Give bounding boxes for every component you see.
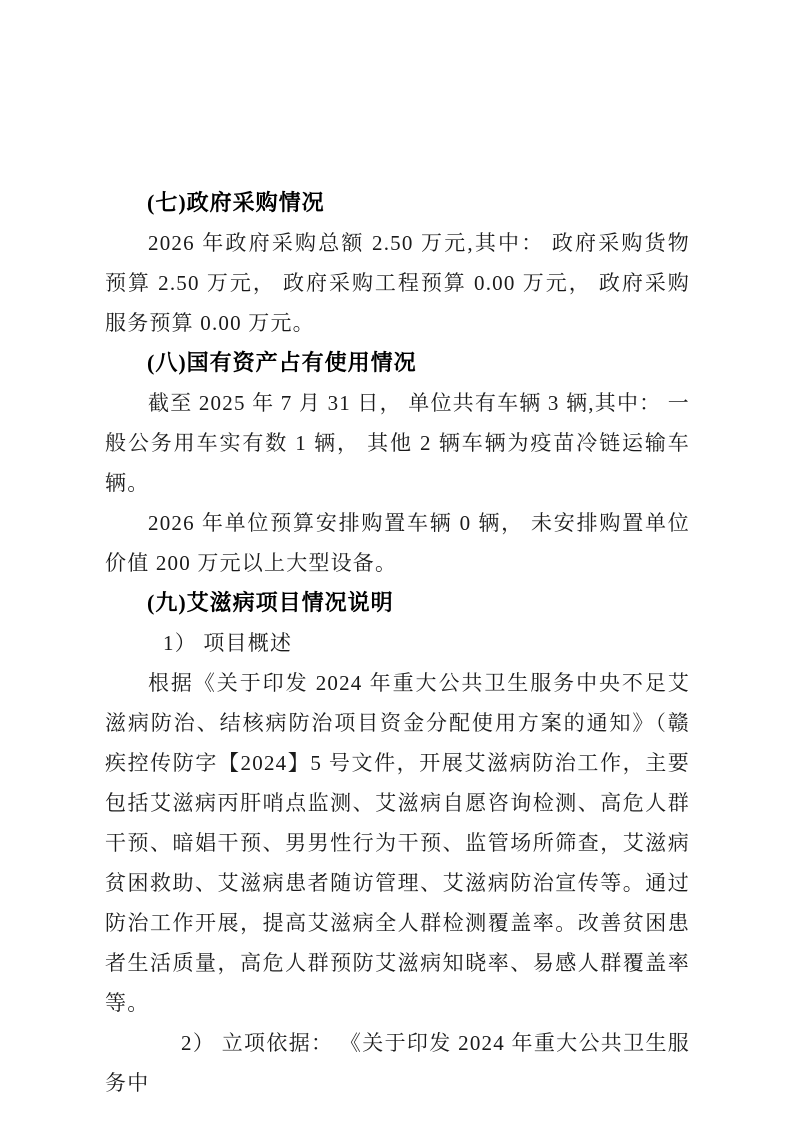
subitem-project-basis-line: 2） 立项依据： 《关于印发 2024 年重大公共卫生服务中 xyxy=(105,1031,690,1095)
paragraph-procurement-totals: 2026 年政府采购总额 2.50 万元,其中： 政府采购货物预算 2.50 万元， 政府采购工程预算 0.00 万元， 政府采购服务预算 0.00 万元。 xyxy=(105,231,690,335)
section-heading-state-owned-assets: (八)国有资产占有使用情况 xyxy=(147,350,417,375)
section-state-owned-assets xyxy=(105,343,690,583)
section-heading-government-procurement: (七)政府采购情况 xyxy=(147,190,325,215)
paragraph-vehicle-holdings: 截至 2025 年 7 月 31 日， 单位共有车辆 3 辆,其中： 一般公务用车实有数 1 辆， 其他 2 辆车辆为疫苗冷链运输车辆。 xyxy=(105,391,690,495)
paragraph-project-overview: 根据《关于印发 2024 年重大公共卫生服务中央不足艾滋病防治、结核病防治项目资金分配使用方案的通知》（赣疾控传防字【2024】5 号文件，开展艾滋病防治工作，主要包括艾滋病丙肝哨点监测、艾滋病自愿咨询检测、高危人群干预、暗娼干预、男男性行为干预、监管场所筛查，艾滋病贫困救助、艾滋病患者随访管理、艾滋病防治宣传等。通过防治工作开展，提高艾滋病全人群检测覆盖率。改善贫困患者生活质量，高危人群预防艾滋病知晓率、易感人群覆盖率等。 xyxy=(105,671,690,1015)
section-government-procurement xyxy=(105,183,690,343)
paragraph-vehicle-purchase-plan: 2026 年单位预算安排购置车辆 0 辆， 未安排购置单位价值 200 万元以上大型设备。 xyxy=(105,511,690,575)
subitem-project-overview-title: 1） 项目概述 xyxy=(163,631,293,655)
section-aids-project xyxy=(105,583,690,1103)
section-heading-aids-project: (九)艾滋病项目情况说明 xyxy=(147,590,394,615)
